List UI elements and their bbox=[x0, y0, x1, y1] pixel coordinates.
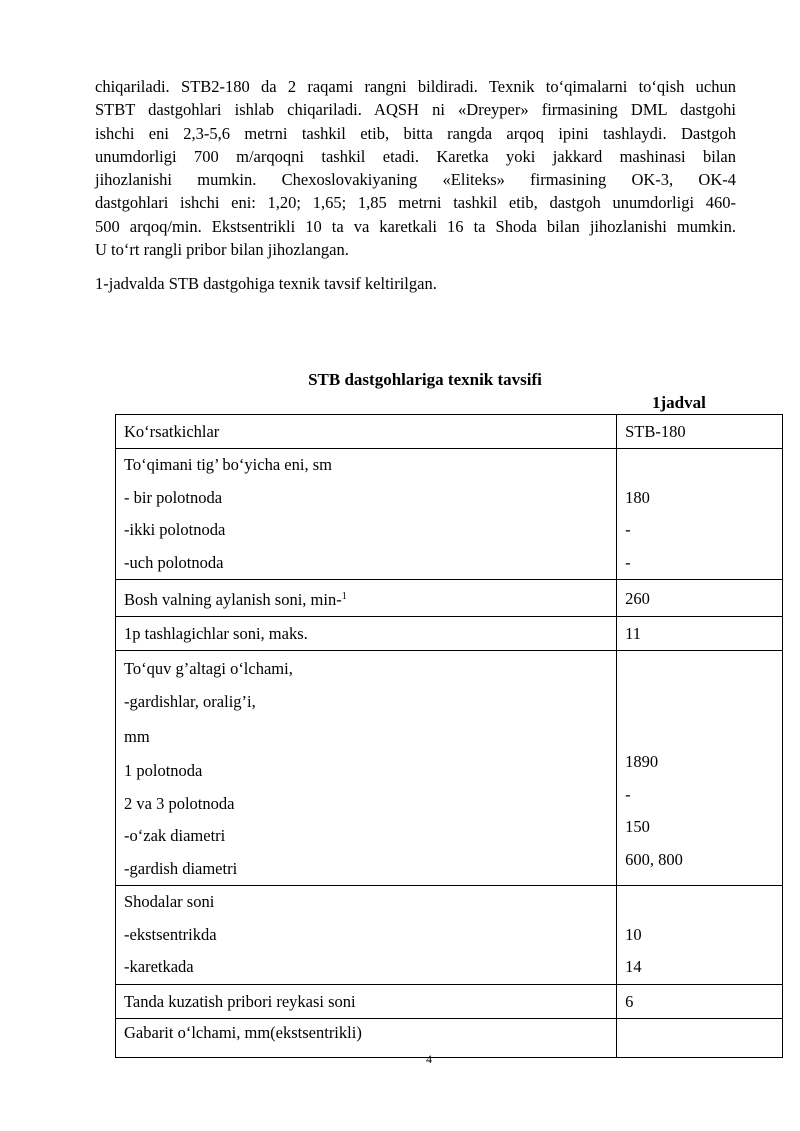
paragraph-line: U to‘rt rangli pribor bilan jihozlangan. bbox=[95, 240, 349, 260]
cell-line: 14 bbox=[625, 957, 642, 976]
cell-line: - bbox=[625, 784, 631, 804]
table-cell bbox=[617, 449, 783, 580]
table-reference-paragraph: 1-jadvalda STB dastgohiga texnik tavsif keltirilgan. bbox=[95, 274, 437, 293]
table-cell bbox=[116, 651, 617, 886]
cell-line: To‘quv g’altagi o‘lchami, bbox=[124, 659, 293, 678]
table-cell bbox=[617, 651, 783, 886]
table-cell bbox=[116, 580, 617, 617]
table-cell: Gabarit o‘lchami, mm(ekstsentrikli) bbox=[116, 1018, 617, 1057]
cell-line: - bbox=[625, 520, 631, 539]
header-cell: STB-180 bbox=[617, 415, 783, 449]
cell-line: -gardish diametri bbox=[124, 858, 238, 878]
header-cell: Ko‘rsatkichlar bbox=[116, 415, 617, 449]
specs-table bbox=[115, 414, 783, 1058]
cell-line: 180 bbox=[625, 487, 650, 507]
table-title: STB dastgohlariga texnik tavsifi bbox=[308, 370, 542, 389]
table-label: 1jadval bbox=[652, 393, 706, 412]
table-cell: Tanda kuzatish pribori reykasi soni bbox=[116, 984, 617, 1018]
table-row bbox=[116, 886, 783, 985]
page-number: 4 bbox=[426, 1052, 432, 1066]
table-row bbox=[116, 984, 783, 1018]
table-cell bbox=[617, 886, 783, 985]
cell-line bbox=[625, 449, 774, 482]
table-row bbox=[116, 449, 783, 580]
cell-line: 2 va 3 polotnoda bbox=[124, 793, 235, 813]
table-row bbox=[116, 617, 783, 651]
cell-line: - bbox=[625, 552, 631, 572]
cell-line: mm bbox=[124, 727, 150, 746]
table-cell bbox=[116, 449, 617, 580]
cell-line: -ekstsentrikda bbox=[124, 924, 217, 944]
cell-line: -o‘zak diametri bbox=[124, 826, 226, 845]
cell-line: 600, 800 bbox=[625, 849, 683, 869]
table-cell bbox=[116, 886, 617, 985]
cell-line: -karetkada bbox=[124, 957, 194, 976]
paragraph-line: jihozlanishi mumkin. Chexoslovakiyaning «Eliteks» firmasining OK-3, OK-4 bbox=[95, 170, 736, 190]
table-row bbox=[116, 651, 783, 886]
table-cell: 1p tashlagichlar soni, maks. bbox=[116, 617, 617, 651]
paragraph-line: chiqariladi. STB2-180 da 2 raqami rangni bildiradi. Texnik to‘qimalarni to‘qish uchun bbox=[95, 77, 736, 96]
cell-line: 10 bbox=[625, 924, 642, 944]
cell-line: -uch polotnoda bbox=[124, 552, 224, 572]
paragraph-line: dastgohlari ishchi eni: 1,20; 1,65; 1,85 metrni tashkil etib, dastgoh unumdorligi 460- bbox=[95, 193, 736, 213]
cell-line: 1890 bbox=[625, 752, 659, 771]
body-paragraph bbox=[95, 75, 736, 261]
table-cell: 6 bbox=[617, 984, 783, 1018]
cell-line: To‘qimani tig’ bo‘yicha eni, sm bbox=[124, 455, 332, 474]
superscript: 1 bbox=[341, 591, 347, 602]
cell-line bbox=[625, 886, 774, 919]
cell-line: Shodalar soni bbox=[124, 892, 215, 911]
table-cell: 11 bbox=[617, 617, 783, 651]
table-row bbox=[116, 580, 783, 617]
cell-line: -ikki polotnoda bbox=[124, 520, 226, 539]
table-header-row bbox=[116, 415, 783, 449]
paragraph-line: unumdorligi 700 m/arqoqni tashkil etadi. Karetka yoki jakkard mashinasi bilan bbox=[95, 146, 736, 166]
paragraph-line: STBT dastgohlari ishlab chiqariladi. AQSH ni «Dreyper» firmasining DML dastgohi bbox=[95, 100, 736, 120]
cell-line: - bir polotnoda bbox=[124, 487, 223, 507]
cell-line: 150 bbox=[625, 817, 650, 836]
cell-line: -gardishlar, oralig’i, bbox=[124, 691, 256, 711]
cell-line: 1 polotnoda bbox=[124, 761, 203, 780]
table-cell: 260 bbox=[617, 580, 783, 617]
paragraph-line: 500 arqoq/min. Ekstsentrikli 10 ta va karetkali 16 ta Shoda bilan jihozlanishi mumkin. bbox=[95, 216, 736, 236]
paragraph-line: ishchi eni 2,3-5,6 metrni tashkil etib, bitta rangda arqoq ipini tashlaydi. Dastgoh bbox=[95, 123, 736, 143]
cell-text: Bosh valning aylanish soni, min- bbox=[124, 590, 342, 609]
